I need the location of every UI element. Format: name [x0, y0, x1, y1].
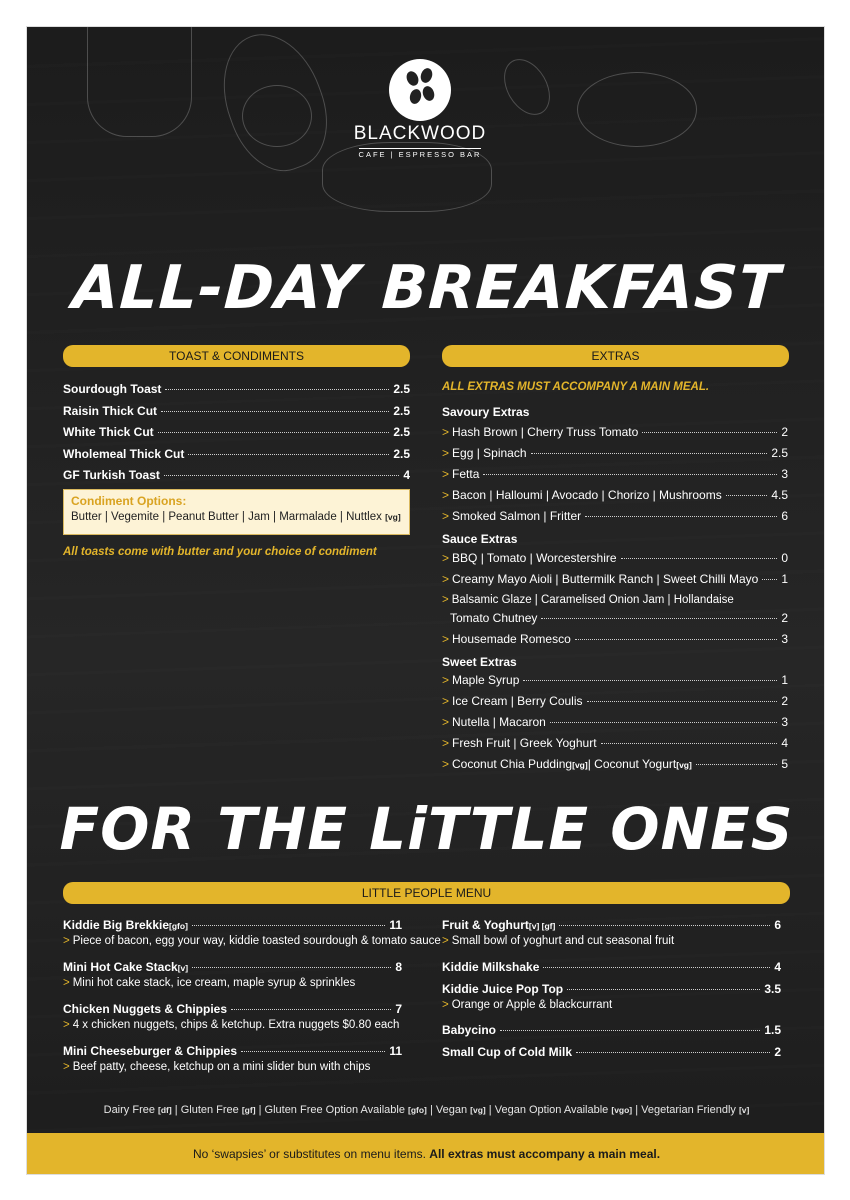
diet-tag: [v] [gf] — [528, 921, 556, 931]
extras-section-bar — [442, 345, 789, 367]
item-name: Ice Cream | Berry Coulis — [452, 694, 583, 708]
item-name-line1: > Balsamic Glaze | Caramelised Onion Jam | Hollandaise — [442, 594, 734, 606]
chevron-right-icon: > — [442, 446, 450, 460]
item-description: > Piece of bacon, egg your way, kiddie toasted sourdough & tomato sauce — [63, 935, 441, 947]
legend-separator: | — [171, 1104, 181, 1116]
leader-dots — [621, 558, 778, 559]
item-price: 3.5 — [764, 982, 781, 996]
menu-item-row — [442, 466, 788, 482]
leader-dots — [483, 474, 777, 475]
item-name: Bacon | Halloumi | Avocado | Chorizo | Mushrooms — [452, 488, 722, 502]
legend-label: Gluten Free — [180, 1104, 242, 1116]
item-name: Fresh Fruit | Greek Yoghurt — [452, 736, 597, 750]
leader-dots — [576, 1052, 770, 1053]
item-description: > Orange or Apple & blackcurrant — [442, 999, 613, 1011]
extras-category: Sauce Extras — [442, 532, 518, 546]
item-name: Kiddie Big Brekkie — [63, 918, 170, 932]
chevron-right-icon: > — [442, 572, 450, 586]
chevron-right-icon: > — [442, 425, 450, 439]
logo-coffee-beans-icon — [389, 59, 451, 121]
kids-heading: FOR THE LiTTLE ONES — [59, 795, 794, 863]
menu-item-row — [442, 756, 788, 773]
item-price: 1 — [781, 572, 788, 586]
legend-label: Vegetarian Friendly — [641, 1104, 739, 1116]
chevron-right-icon: > — [442, 715, 450, 729]
item-price: 2 — [781, 611, 788, 625]
chevron-right-icon: > — [63, 1061, 70, 1073]
item-name: Fruit & Yoghurt — [442, 918, 529, 932]
item-name: BBQ | Tomato | Worcestershire — [452, 551, 617, 565]
legend-tag: [vg] — [470, 1105, 486, 1115]
item-name: Small Cup of Cold Milk — [442, 1045, 573, 1059]
item-price: 6 — [781, 509, 788, 523]
item-price: 3 — [781, 715, 788, 729]
menu-item-row — [442, 424, 788, 440]
condiment-options: Butter | Vegemite | Peanut Butter | Jam | Marmalade | Nuttlex [vg] — [71, 511, 401, 523]
diet-tag: [gfo] — [169, 921, 188, 931]
item-price: 2.5 — [393, 446, 410, 461]
footer-banner — [27, 1133, 825, 1175]
item-description: > 4 x chicken nuggets, chips & ketchup. Extra nuggets $0.80 each — [63, 1019, 400, 1031]
menu-item-row — [63, 1043, 402, 1059]
menu-item-row — [63, 424, 410, 440]
legend-separator: | — [255, 1104, 265, 1116]
leader-dots — [543, 967, 770, 968]
item-name: Wholemeal Thick Cut — [63, 446, 185, 461]
menu-item-row — [63, 1001, 402, 1017]
menu-item-row — [442, 550, 788, 566]
menu-item-row — [442, 981, 781, 997]
leader-dots — [559, 925, 770, 926]
item-price: 8 — [395, 960, 402, 974]
breakfast-heading: ALL-DAY BREAKFAST — [70, 253, 783, 323]
leader-dots — [642, 432, 777, 433]
menu-item-row — [63, 917, 402, 934]
leader-dots — [585, 516, 777, 517]
leader-dots — [575, 639, 778, 640]
toast-note: All toasts come with butter and your choice of condiment — [63, 546, 377, 558]
leader-dots — [567, 989, 760, 990]
extras-note: ALL EXTRAS MUST ACCOMPANY A MAIN MEAL. — [442, 381, 710, 393]
item-price: 2 — [781, 425, 788, 439]
legend-label: Dairy Free — [103, 1104, 159, 1116]
kids-section-bar — [63, 882, 790, 904]
item-name: Mini Hot Cake Stack — [63, 960, 178, 974]
item-name-line2: Tomato Chutney — [450, 611, 538, 625]
leader-dots — [523, 680, 777, 681]
menu-item-row — [442, 445, 788, 461]
chevron-right-icon: > — [442, 694, 450, 708]
leader-dots — [188, 454, 389, 455]
item-name: Hash Brown | Cherry Truss Tomato — [452, 425, 639, 439]
legend-label: Vegan — [435, 1104, 471, 1116]
item-price: 4 — [403, 468, 410, 482]
chevron-right-icon: > — [442, 467, 450, 481]
chevron-right-icon: > — [442, 509, 450, 523]
legend-tag: [gf] — [241, 1105, 256, 1115]
item-name: White Thick Cut — [63, 425, 154, 439]
item-description: > Small bowl of yoghurt and cut seasonal fruit — [442, 935, 675, 947]
item-name: Kiddie Juice Pop Top — [442, 982, 564, 996]
item-name-b: | Coconut Yogurt — [587, 757, 677, 771]
logo-name: BLACKWOOD — [353, 123, 487, 144]
diet-tag: [vg] — [676, 760, 692, 770]
item-price: 11 — [389, 918, 402, 932]
item-price: 3 — [781, 632, 788, 646]
extras-category: Sweet Extras — [442, 655, 517, 669]
footer-note: No ‘swapsies’ or substitutes on menu items. — [192, 1147, 426, 1161]
item-price: 2 — [774, 1045, 781, 1059]
item-description: > Beef patty, cheese, ketchup on a mini slider bun with chips — [63, 1061, 371, 1073]
item-name: Sourdough Toast — [63, 382, 162, 396]
item-price: 1 — [781, 673, 788, 687]
item-name: Creamy Mayo Aioli | Buttermilk Ranch | Sweet Chilli Mayo — [452, 572, 759, 586]
menu-item-row — [442, 714, 788, 730]
item-price: 1.5 — [764, 1023, 781, 1037]
item-price: 5 — [781, 757, 788, 771]
toast-section-bar — [63, 345, 410, 367]
avocado-half-sketch — [242, 85, 312, 147]
menu-item-row — [442, 487, 788, 503]
item-price: 11 — [389, 1044, 402, 1058]
kids-section-title: LITTLE PEOPLE MENU — [361, 886, 492, 900]
legend-separator: | — [426, 1104, 436, 1116]
menu-item-row — [63, 403, 410, 419]
chevron-right-icon: > — [442, 632, 450, 646]
item-name: Mini Cheeseburger & Chippies — [63, 1044, 238, 1058]
item-name: Fetta — [452, 467, 480, 481]
leader-dots — [161, 411, 389, 412]
footer-note-bold: All extras must accompany a main meal. — [429, 1147, 661, 1161]
menu-item-row — [442, 1022, 781, 1038]
menu-item-row — [442, 693, 788, 709]
legend-label: Vegan Option Available — [494, 1104, 612, 1116]
legend-tag: [gfo] — [408, 1105, 427, 1115]
leader-dots — [726, 495, 768, 496]
menu-item-row — [442, 571, 788, 587]
item-price: 2.5 — [393, 425, 410, 439]
menu-item-row — [442, 1044, 781, 1060]
chevron-right-icon: > — [63, 1019, 70, 1031]
leader-dots — [696, 764, 777, 765]
menu-item-row — [442, 959, 781, 975]
item-price: 2 — [781, 694, 788, 708]
legend-separator: | — [485, 1104, 495, 1116]
leader-dots — [164, 475, 399, 476]
leader-dots — [550, 722, 777, 723]
item-price: 3 — [781, 467, 788, 481]
legend-tag: [df] — [158, 1105, 172, 1115]
item-price: 4 — [781, 736, 788, 750]
leader-dots — [762, 579, 777, 580]
item-name: Kiddie Milkshake — [442, 960, 540, 974]
leader-dots — [541, 618, 777, 619]
item-price: 2.5 — [771, 446, 788, 460]
leader-dots — [500, 1030, 760, 1031]
extras-section-title: EXTRAS — [591, 349, 640, 363]
condiment-box — [63, 489, 410, 535]
menu-sheet — [26, 26, 825, 1175]
leader-dots — [192, 967, 391, 968]
item-name: Smoked Salmon | Fritter — [452, 509, 582, 523]
leader-dots — [165, 389, 389, 390]
toast-section-title: TOAST & CONDIMENTS — [169, 349, 304, 363]
dietary-legend — [27, 1104, 825, 1116]
extras-category: Savoury Extras — [442, 405, 530, 419]
saucer-cup-sketch — [577, 72, 697, 147]
menu-item-row — [442, 735, 788, 751]
item-price: 6 — [774, 918, 781, 932]
menu-item-row — [63, 959, 402, 976]
chevron-right-icon: > — [442, 999, 449, 1011]
legend-tag: [v] — [738, 1105, 750, 1115]
menu-item-row — [63, 467, 410, 483]
item-description: > Mini hot cake stack, ice cream, maple syrup & sprinkles — [63, 977, 356, 989]
item-name: Egg | Spinach — [452, 446, 527, 460]
chevron-right-icon: > — [442, 488, 450, 502]
legend-tag: [vgo] — [611, 1105, 633, 1115]
item-name: Housemade Romesco — [452, 632, 571, 646]
chevron-right-icon: > — [442, 551, 450, 565]
item-name: Raisin Thick Cut — [63, 403, 158, 418]
leader-dots — [601, 743, 778, 744]
logo-subtitle: CAFE | ESPRESSO BAR — [358, 150, 482, 159]
item-name: Coconut Chia Pudding — [452, 757, 573, 771]
chevron-right-icon: > — [442, 594, 449, 606]
item-name: Babycino — [442, 1023, 497, 1037]
menu-item-row — [442, 508, 788, 524]
menu-item-row — [63, 446, 410, 462]
item-price: 4.5 — [771, 488, 788, 502]
leader-dots — [587, 701, 778, 702]
leader-dots — [231, 1009, 391, 1010]
chevron-right-icon: > — [63, 935, 70, 947]
menu-item-row — [63, 381, 410, 397]
leader-dots — [531, 453, 768, 454]
legend-separator: | — [632, 1104, 642, 1116]
chevron-right-icon: > — [63, 977, 70, 989]
menu-item-row — [442, 631, 788, 647]
chevron-right-icon: > — [442, 757, 450, 771]
chevron-right-icon: > — [442, 673, 450, 687]
coffee-cup-sketch — [87, 26, 192, 137]
chevron-right-icon: > — [442, 935, 449, 947]
leader-dots — [241, 1051, 385, 1052]
item-name: GF Turkish Toast — [63, 468, 160, 482]
menu-item-row — [442, 917, 781, 934]
legend-label: Gluten Free Option Available — [264, 1104, 409, 1116]
item-name: Maple Syrup — [452, 673, 520, 687]
item-name: Chicken Nuggets & Chippies — [63, 1002, 228, 1016]
leader-dots — [158, 432, 390, 433]
leader-dots — [192, 925, 385, 926]
item-price: 2.5 — [393, 403, 410, 418]
condiment-title: Condiment Options: — [71, 494, 187, 508]
diet-tag: [v] — [177, 963, 189, 973]
blackwood-logo — [350, 59, 490, 162]
diet-tag: [vg] — [572, 760, 588, 770]
item-price: 7 — [395, 1002, 402, 1016]
item-price: 4 — [774, 960, 781, 974]
menu-item-row — [450, 610, 788, 626]
item-price: 2.5 — [393, 382, 410, 396]
item-price: 0 — [781, 551, 788, 565]
menu-item-row — [442, 672, 788, 688]
chevron-right-icon: > — [442, 736, 450, 750]
coffee-bean-sketch — [495, 51, 560, 123]
item-name: Nutella | Macaron — [452, 715, 546, 729]
